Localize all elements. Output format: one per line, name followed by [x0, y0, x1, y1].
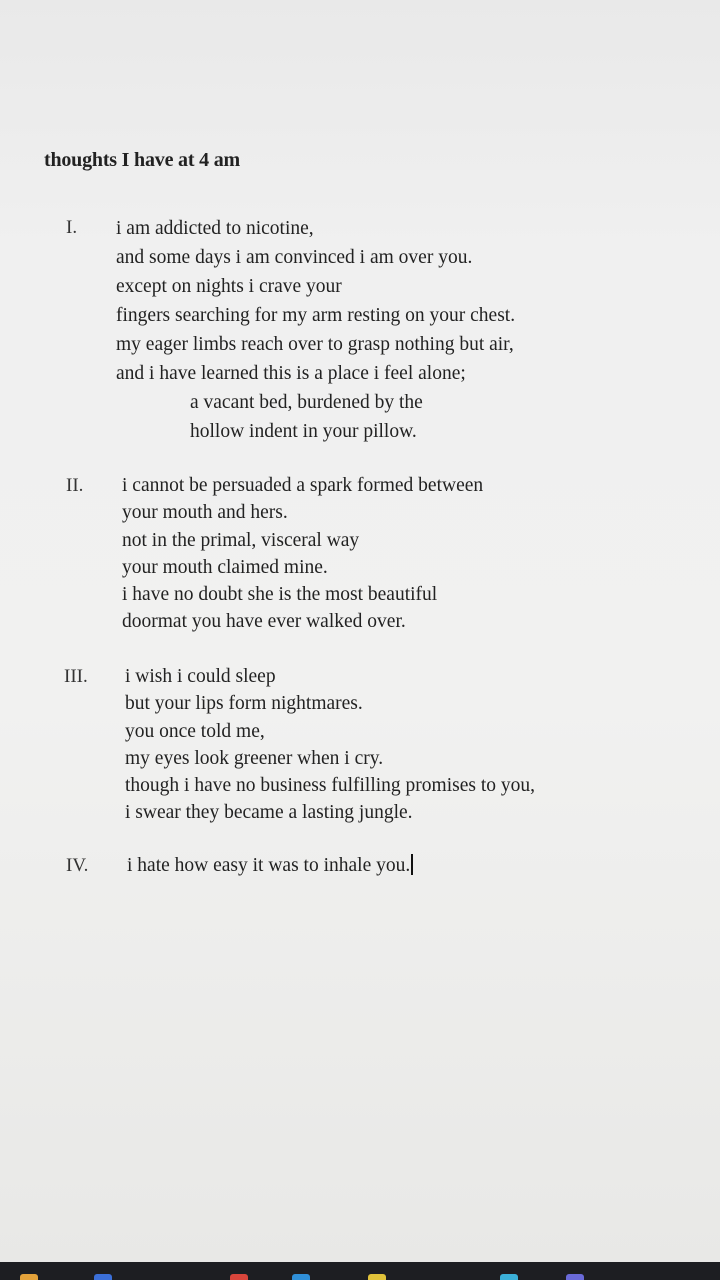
poem-line: though i have no business fulfilling promises to you, — [125, 775, 536, 797]
start-icon[interactable] — [20, 1274, 38, 1280]
app-icon-2[interactable] — [230, 1274, 248, 1280]
poem-line: but your lips form nightmares. — [125, 693, 363, 715]
poem-line: my eager limbs reach over to grasp nothing but air, — [116, 334, 514, 355]
poem-line: your mouth and hers. — [122, 502, 288, 524]
poem-line: fingers searching for my arm resting on your chest. — [116, 305, 516, 326]
poem-line: not in the primal, visceral way — [122, 529, 360, 551]
poem-line: and i have learned this is a place i feel alone; — [116, 363, 466, 384]
app-icon-5[interactable] — [500, 1274, 518, 1280]
document-title: thoughts I have at 4 am — [44, 149, 240, 171]
poem-line: i have no doubt she is the most beautiful — [122, 584, 438, 606]
section-numeral: III. — [64, 666, 88, 687]
section-numeral: II. — [66, 475, 84, 496]
text-cursor — [411, 854, 413, 875]
section-lines — [122, 472, 483, 636]
poem-line: you once told me, — [125, 720, 265, 742]
poem-line: doormat you have ever walked over. — [122, 611, 406, 633]
poem-line: i swear they became a lasting jungle. — [125, 802, 413, 824]
poem-line: hollow indent in your pillow. — [190, 421, 417, 442]
poem-line: i cannot be persuaded a spark formed between — [122, 475, 484, 496]
app-icon-1[interactable] — [94, 1274, 112, 1280]
poem-line: i wish i could sleep — [125, 666, 276, 687]
poem-line: a vacant bed, burdened by the — [190, 392, 423, 413]
app-icon-3[interactable] — [292, 1274, 310, 1280]
poem-line: and some days i am convinced i am over you. — [116, 247, 473, 268]
poem-line: except on nights i crave your — [116, 276, 342, 297]
app-icon-4[interactable] — [368, 1274, 386, 1280]
poem-line: i hate how easy it was to inhale you. — [127, 855, 411, 876]
section-lines — [116, 214, 515, 446]
poem-line: i am addicted to nicotine, — [116, 218, 314, 239]
section-lines — [125, 663, 535, 827]
taskbar — [0, 1262, 720, 1280]
app-icon-6[interactable] — [566, 1274, 584, 1280]
section-lines — [127, 851, 413, 880]
poem-line-with-cursor — [127, 851, 413, 880]
section-numeral: IV. — [66, 855, 89, 876]
section-numeral: I. — [66, 217, 78, 238]
poem-line: your mouth claimed mine. — [122, 556, 328, 578]
poem-line: my eyes look greener when i cry. — [125, 747, 384, 769]
